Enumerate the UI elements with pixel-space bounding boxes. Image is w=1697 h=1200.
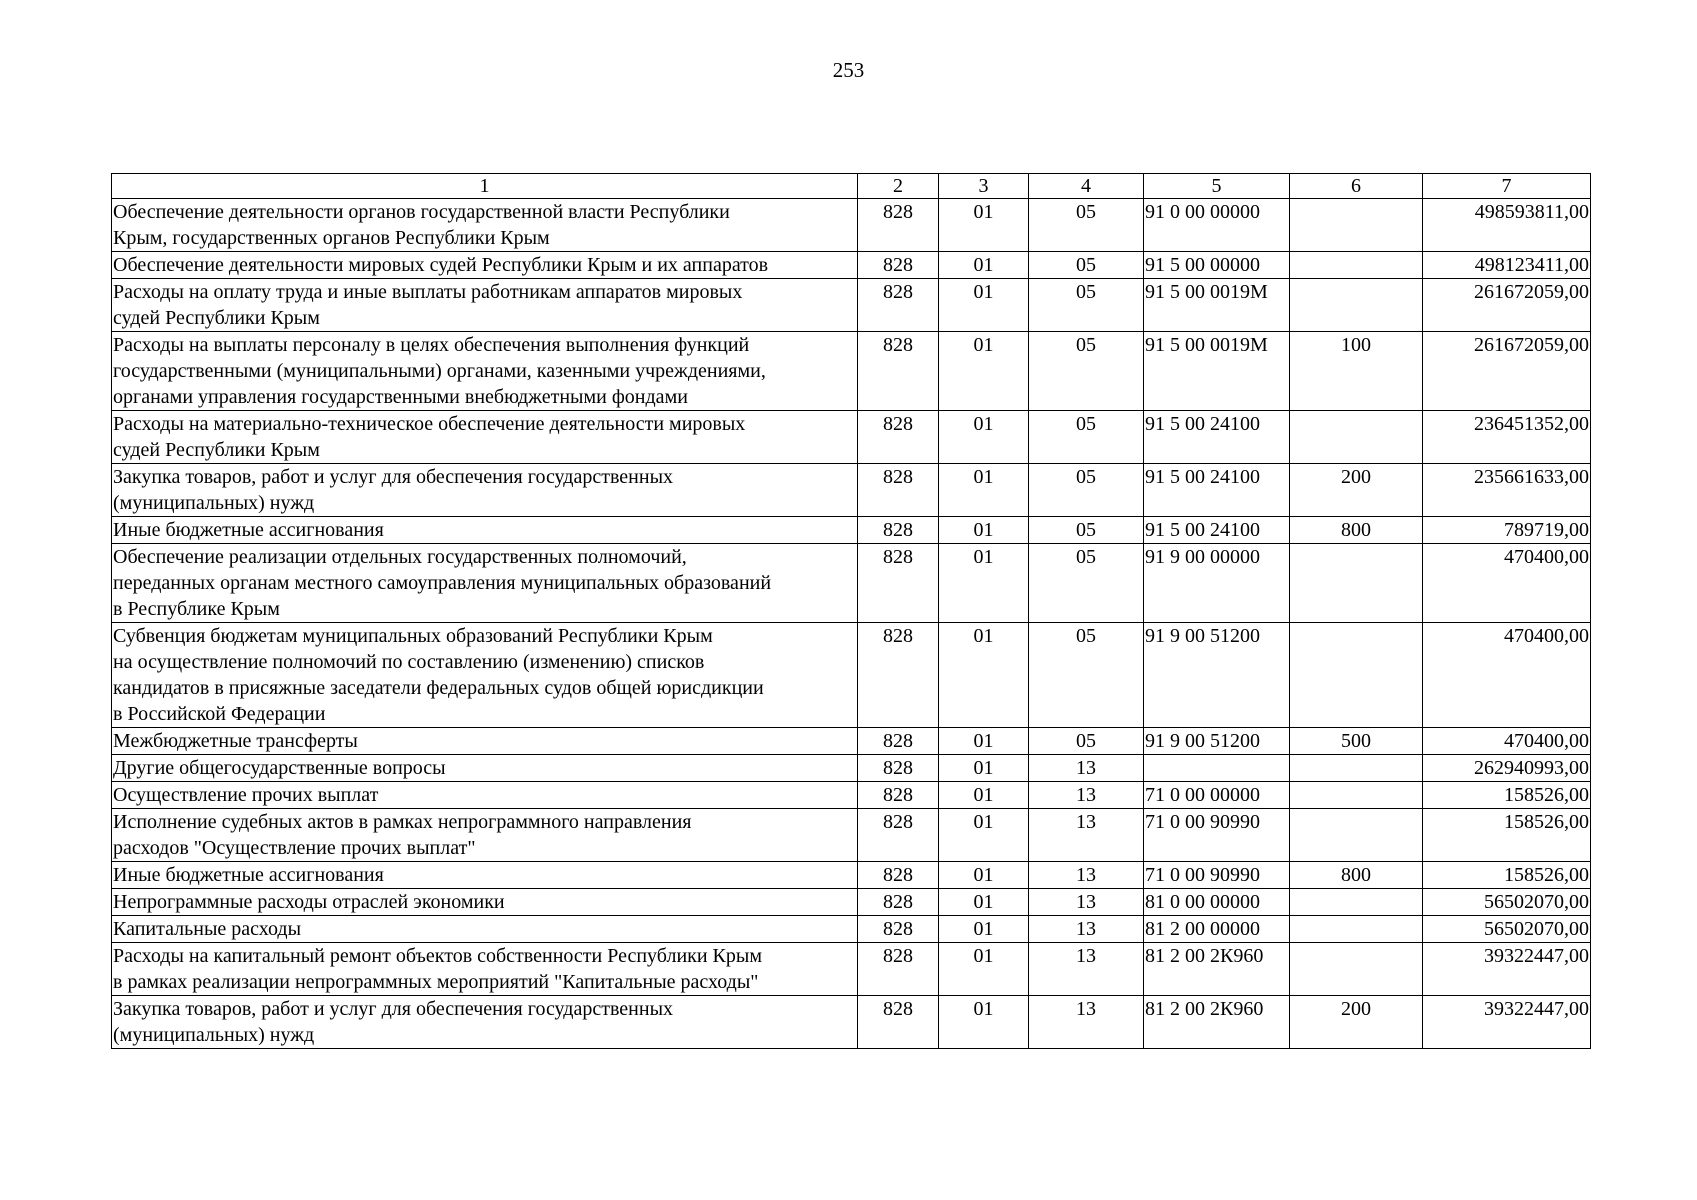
cell-col-3: 01 [939, 889, 1029, 916]
column-header-3: 3 [939, 174, 1029, 199]
row-name-cell: Обеспечение деятельности мировых судей Республики Крым и их аппаратов [112, 252, 858, 279]
cell-col-2: 828 [858, 411, 939, 464]
cell-col-7: 39322447,00 [1423, 996, 1591, 1049]
cell-col-4: 05 [1029, 623, 1144, 728]
table-row [112, 916, 1591, 943]
cell-col-6 [1290, 809, 1423, 862]
cell-col-6: 200 [1290, 464, 1423, 517]
cell-col-4: 13 [1029, 996, 1144, 1049]
table-row [112, 755, 1591, 782]
cell-col-6: 800 [1290, 517, 1423, 544]
cell-col-3: 01 [939, 279, 1029, 332]
row-name-cell: Исполнение судебных актов в рамках непрограммного направления расходов "Осуществление прочих выплат" [112, 809, 858, 862]
cell-col-4: 05 [1029, 728, 1144, 755]
cell-col-2: 828 [858, 862, 939, 889]
cell-col-6: 500 [1290, 728, 1423, 755]
cell-col-5: 91 9 00 51200 [1144, 623, 1290, 728]
cell-col-5: 91 5 00 0019М [1144, 279, 1290, 332]
table-row [112, 199, 1591, 252]
cell-col-6: 800 [1290, 862, 1423, 889]
row-name-cell: Осуществление прочих выплат [112, 782, 858, 809]
budget-table [111, 173, 1591, 1049]
cell-col-6 [1290, 252, 1423, 279]
cell-col-5: 81 2 00 2К960 [1144, 996, 1290, 1049]
cell-col-7: 498123411,00 [1423, 252, 1591, 279]
cell-col-5: 91 5 00 0019М [1144, 332, 1290, 411]
cell-col-4: 13 [1029, 889, 1144, 916]
cell-col-2: 828 [858, 252, 939, 279]
cell-col-4: 05 [1029, 199, 1144, 252]
column-header-5: 5 [1144, 174, 1290, 199]
cell-col-3: 01 [939, 862, 1029, 889]
cell-col-7: 262940993,00 [1423, 755, 1591, 782]
table-row [112, 544, 1591, 623]
cell-col-4: 13 [1029, 755, 1144, 782]
row-name-cell: Закупка товаров, работ и услуг для обеспечения государственных (муниципальных) нужд [112, 464, 858, 517]
cell-col-5: 91 5 00 24100 [1144, 411, 1290, 464]
cell-col-4: 05 [1029, 517, 1144, 544]
cell-col-2: 828 [858, 943, 939, 996]
column-header-7: 7 [1423, 174, 1591, 199]
row-name-cell: Другие общегосударственные вопросы [112, 755, 858, 782]
table-row [112, 782, 1591, 809]
table-body [112, 199, 1591, 1049]
table-row [112, 728, 1591, 755]
row-name-cell: Капитальные расходы [112, 916, 858, 943]
cell-col-7: 498593811,00 [1423, 199, 1591, 252]
cell-col-7: 789719,00 [1423, 517, 1591, 544]
table-row [112, 862, 1591, 889]
table-row [112, 996, 1591, 1049]
cell-col-3: 01 [939, 755, 1029, 782]
row-name-cell: Межбюджетные трансферты [112, 728, 858, 755]
cell-col-4: 13 [1029, 943, 1144, 996]
column-header-1: 1 [112, 174, 858, 199]
cell-col-6 [1290, 279, 1423, 332]
cell-col-3: 01 [939, 517, 1029, 544]
cell-col-7: 470400,00 [1423, 544, 1591, 623]
row-name-cell: Закупка товаров, работ и услуг для обеспечения государственных (муниципальных) нужд [112, 996, 858, 1049]
cell-col-2: 828 [858, 782, 939, 809]
cell-col-2: 828 [858, 623, 939, 728]
cell-col-3: 01 [939, 411, 1029, 464]
table-row [112, 889, 1591, 916]
cell-col-6 [1290, 411, 1423, 464]
cell-col-4: 05 [1029, 544, 1144, 623]
table-row [112, 411, 1591, 464]
cell-col-3: 01 [939, 332, 1029, 411]
cell-col-7: 235661633,00 [1423, 464, 1591, 517]
cell-col-7: 158526,00 [1423, 809, 1591, 862]
table-row [112, 943, 1591, 996]
cell-col-4: 13 [1029, 782, 1144, 809]
cell-col-5: 81 2 00 2К960 [1144, 943, 1290, 996]
table-row [112, 252, 1591, 279]
table-row [112, 517, 1591, 544]
cell-col-6 [1290, 916, 1423, 943]
cell-col-7: 158526,00 [1423, 782, 1591, 809]
cell-col-5: 81 2 00 00000 [1144, 916, 1290, 943]
cell-col-2: 828 [858, 464, 939, 517]
cell-col-4: 13 [1029, 916, 1144, 943]
cell-col-5: 71 0 00 00000 [1144, 782, 1290, 809]
table-row [112, 332, 1591, 411]
cell-col-2: 828 [858, 755, 939, 782]
cell-col-4: 13 [1029, 862, 1144, 889]
cell-col-4: 05 [1029, 279, 1144, 332]
cell-col-5 [1144, 755, 1290, 782]
cell-col-2: 828 [858, 332, 939, 411]
cell-col-2: 828 [858, 996, 939, 1049]
cell-col-2: 828 [858, 517, 939, 544]
table-row [112, 464, 1591, 517]
cell-col-7: 470400,00 [1423, 623, 1591, 728]
cell-col-2: 828 [858, 916, 939, 943]
cell-col-7: 158526,00 [1423, 862, 1591, 889]
cell-col-7: 56502070,00 [1423, 889, 1591, 916]
row-name-cell: Непрограммные расходы отраслей экономики [112, 889, 858, 916]
cell-col-5: 91 5 00 24100 [1144, 464, 1290, 517]
row-name-cell: Субвенция бюджетам муниципальных образований Республики Крым на осуществление полномочий по составлению (изменению) списков кандидатов в присяжные заседатели федеральных судов общей юрисдикции в Российской Федерации [112, 623, 858, 728]
cell-col-3: 01 [939, 809, 1029, 862]
cell-col-3: 01 [939, 996, 1029, 1049]
cell-col-3: 01 [939, 544, 1029, 623]
cell-col-6 [1290, 544, 1423, 623]
row-name-cell: Расходы на капитальный ремонт объектов собственности Республики Крым в рамках реализации непрограммных мероприятий "Капитальные расходы" [112, 943, 858, 996]
cell-col-6: 200 [1290, 996, 1423, 1049]
row-name-cell: Расходы на выплаты персоналу в целях обеспечения выполнения функций государственными (муниципальными) органами, казенными учреждениями, органами управления государственными внебюджетными фондами [112, 332, 858, 411]
page-number: 253 [832, 58, 865, 82]
cell-col-7: 261672059,00 [1423, 279, 1591, 332]
cell-col-7: 470400,00 [1423, 728, 1591, 755]
cell-col-2: 828 [858, 809, 939, 862]
header-row [112, 174, 1591, 199]
cell-col-3: 01 [939, 199, 1029, 252]
cell-col-6 [1290, 889, 1423, 916]
cell-col-2: 828 [858, 889, 939, 916]
cell-col-7: 39322447,00 [1423, 943, 1591, 996]
cell-col-5: 91 5 00 00000 [1144, 252, 1290, 279]
cell-col-7: 56502070,00 [1423, 916, 1591, 943]
cell-col-5: 81 0 00 00000 [1144, 889, 1290, 916]
cell-col-3: 01 [939, 943, 1029, 996]
row-name-cell: Расходы на материально-техническое обеспечение деятельности мировых судей Республики Крым [112, 411, 858, 464]
column-header-6: 6 [1290, 174, 1423, 199]
column-header-4: 4 [1029, 174, 1144, 199]
cell-col-2: 828 [858, 728, 939, 755]
cell-col-5: 91 9 00 51200 [1144, 728, 1290, 755]
cell-col-4: 05 [1029, 411, 1144, 464]
cell-col-3: 01 [939, 252, 1029, 279]
cell-col-7: 261672059,00 [1423, 332, 1591, 411]
cell-col-5: 91 0 00 00000 [1144, 199, 1290, 252]
cell-col-3: 01 [939, 916, 1029, 943]
row-name-cell: Обеспечение деятельности органов государственной власти Республики Крым, государственных органов Республики Крым [112, 199, 858, 252]
cell-col-7: 236451352,00 [1423, 411, 1591, 464]
cell-col-6 [1290, 755, 1423, 782]
cell-col-6: 100 [1290, 332, 1423, 411]
row-name-cell: Расходы на оплату труда и иные выплаты работникам аппаратов мировых судей Республики Крым [112, 279, 858, 332]
cell-col-6 [1290, 943, 1423, 996]
cell-col-3: 01 [939, 464, 1029, 517]
cell-col-6 [1290, 623, 1423, 728]
cell-col-2: 828 [858, 544, 939, 623]
table-row [112, 809, 1591, 862]
cell-col-5: 71 0 00 90990 [1144, 809, 1290, 862]
row-name-cell: Обеспечение реализации отдельных государственных полномочий, переданных органам местного самоуправления муниципальных образований в Республике Крым [112, 544, 858, 623]
cell-col-2: 828 [858, 279, 939, 332]
cell-col-5: 91 5 00 24100 [1144, 517, 1290, 544]
cell-col-4: 13 [1029, 809, 1144, 862]
cell-col-3: 01 [939, 728, 1029, 755]
cell-col-5: 71 0 00 90990 [1144, 862, 1290, 889]
row-name-cell: Иные бюджетные ассигнования [112, 517, 858, 544]
cell-col-3: 01 [939, 623, 1029, 728]
row-name-cell: Иные бюджетные ассигнования [112, 862, 858, 889]
cell-col-6 [1290, 199, 1423, 252]
cell-col-4: 05 [1029, 332, 1144, 411]
cell-col-3: 01 [939, 782, 1029, 809]
cell-col-6 [1290, 782, 1423, 809]
table-row [112, 623, 1591, 728]
cell-col-2: 828 [858, 199, 939, 252]
cell-col-4: 05 [1029, 464, 1144, 517]
cell-col-5: 91 9 00 00000 [1144, 544, 1290, 623]
cell-col-4: 05 [1029, 252, 1144, 279]
table-row [112, 279, 1591, 332]
column-header-2: 2 [858, 174, 939, 199]
